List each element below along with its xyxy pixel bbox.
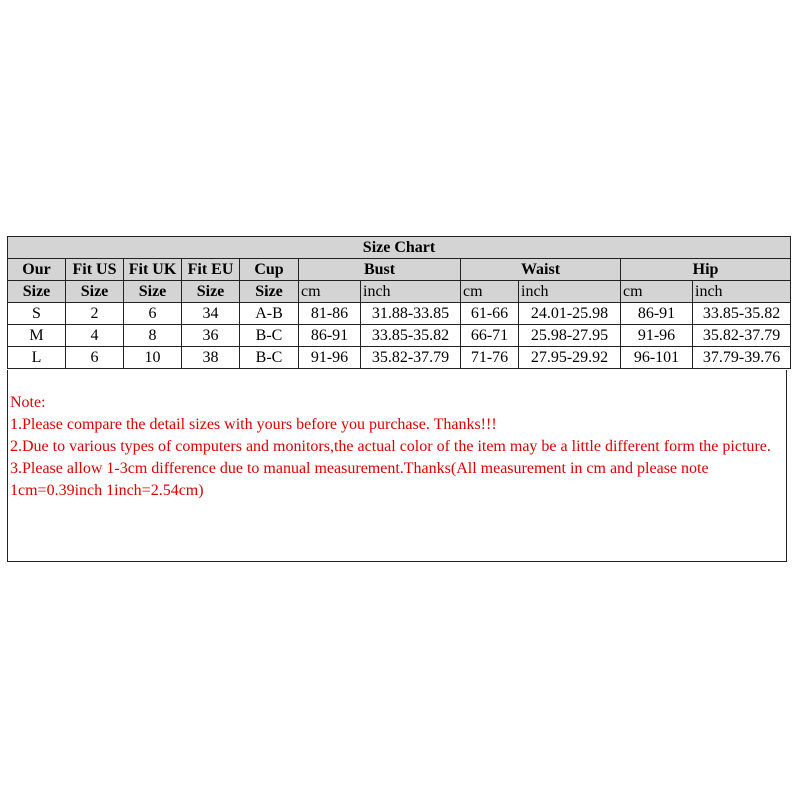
- header-waist-inch: inch: [519, 281, 621, 303]
- header-hip: Hip: [621, 259, 791, 281]
- note-heading: Note:: [10, 394, 46, 411]
- table-cell: 86-91: [621, 303, 693, 325]
- table-cell: 96-101: [621, 347, 693, 369]
- note-2: 2.Due to various types of computers and monitors,the actual color of the item may be a little different form the picture.: [10, 438, 771, 455]
- header-fit-uk-2: Size: [124, 281, 182, 303]
- table-cell: 81-86: [299, 303, 361, 325]
- table-cell: B-C: [240, 347, 299, 369]
- table-cell: L: [8, 347, 66, 369]
- table-cell: B-C: [240, 325, 299, 347]
- header-cup-2: Size: [240, 281, 299, 303]
- header-fit-uk: Fit UK: [124, 259, 182, 281]
- table-cell: 91-96: [621, 325, 693, 347]
- table-cell: 35.82-37.79: [693, 325, 791, 347]
- size-chart-table: [7, 236, 791, 369]
- table-cell: 27.95-29.92: [519, 347, 621, 369]
- table-cell: 6: [124, 303, 182, 325]
- table-row: [8, 325, 791, 347]
- header-waist: Waist: [461, 259, 621, 281]
- table-cell: 91-96: [299, 347, 361, 369]
- header-cup: Cup: [240, 259, 299, 281]
- note-3: 3.Please allow 1-3cm difference due to manual measurement.Thanks(All measurement in cm and please note 1cm=0.39inch 1inch=2.54cm): [10, 460, 709, 499]
- header-bust-cm: cm: [299, 281, 361, 303]
- table-cell: M: [8, 325, 66, 347]
- table-cell: 35.82-37.79: [361, 347, 461, 369]
- table-cell: S: [8, 303, 66, 325]
- table-cell: 4: [66, 325, 124, 347]
- table-cell: 25.98-27.95: [519, 325, 621, 347]
- table-cell: 24.01-25.98: [519, 303, 621, 325]
- table-row: [8, 303, 791, 325]
- table-cell: 71-76: [461, 347, 519, 369]
- header-waist-cm: cm: [461, 281, 519, 303]
- table-cell: A-B: [240, 303, 299, 325]
- table-cell: 8: [124, 325, 182, 347]
- table-cell: 86-91: [299, 325, 361, 347]
- table-cell: 2: [66, 303, 124, 325]
- table-cell: 31.88-33.85: [361, 303, 461, 325]
- header-hip-cm: cm: [621, 281, 693, 303]
- table-cell: 33.85-35.82: [361, 325, 461, 347]
- table-cell: 61-66: [461, 303, 519, 325]
- header-fit-us-2: Size: [66, 281, 124, 303]
- note-1: 1.Please compare the detail sizes with yours before you purchase. Thanks!!!: [10, 416, 497, 433]
- notes-box: [7, 370, 787, 562]
- table-cell: 37.79-39.76: [693, 347, 791, 369]
- table-title: Size Chart: [8, 237, 791, 259]
- header-fit-eu-2: Size: [182, 281, 240, 303]
- table-cell: 33.85-35.82: [693, 303, 791, 325]
- header-bust: Bust: [299, 259, 461, 281]
- table-cell: 66-71: [461, 325, 519, 347]
- header-bust-inch: inch: [361, 281, 461, 303]
- header-our-size-2: Size: [8, 281, 66, 303]
- size-chart: [7, 236, 790, 369]
- header-fit-eu: Fit EU: [182, 259, 240, 281]
- table-cell: 38: [182, 347, 240, 369]
- table-cell: 10: [124, 347, 182, 369]
- table-row: [8, 347, 791, 369]
- table-cell: 6: [66, 347, 124, 369]
- header-fit-us: Fit US: [66, 259, 124, 281]
- header-our-size: Our: [8, 259, 66, 281]
- header-hip-inch: inch: [693, 281, 791, 303]
- table-cell: 36: [182, 325, 240, 347]
- table-cell: 34: [182, 303, 240, 325]
